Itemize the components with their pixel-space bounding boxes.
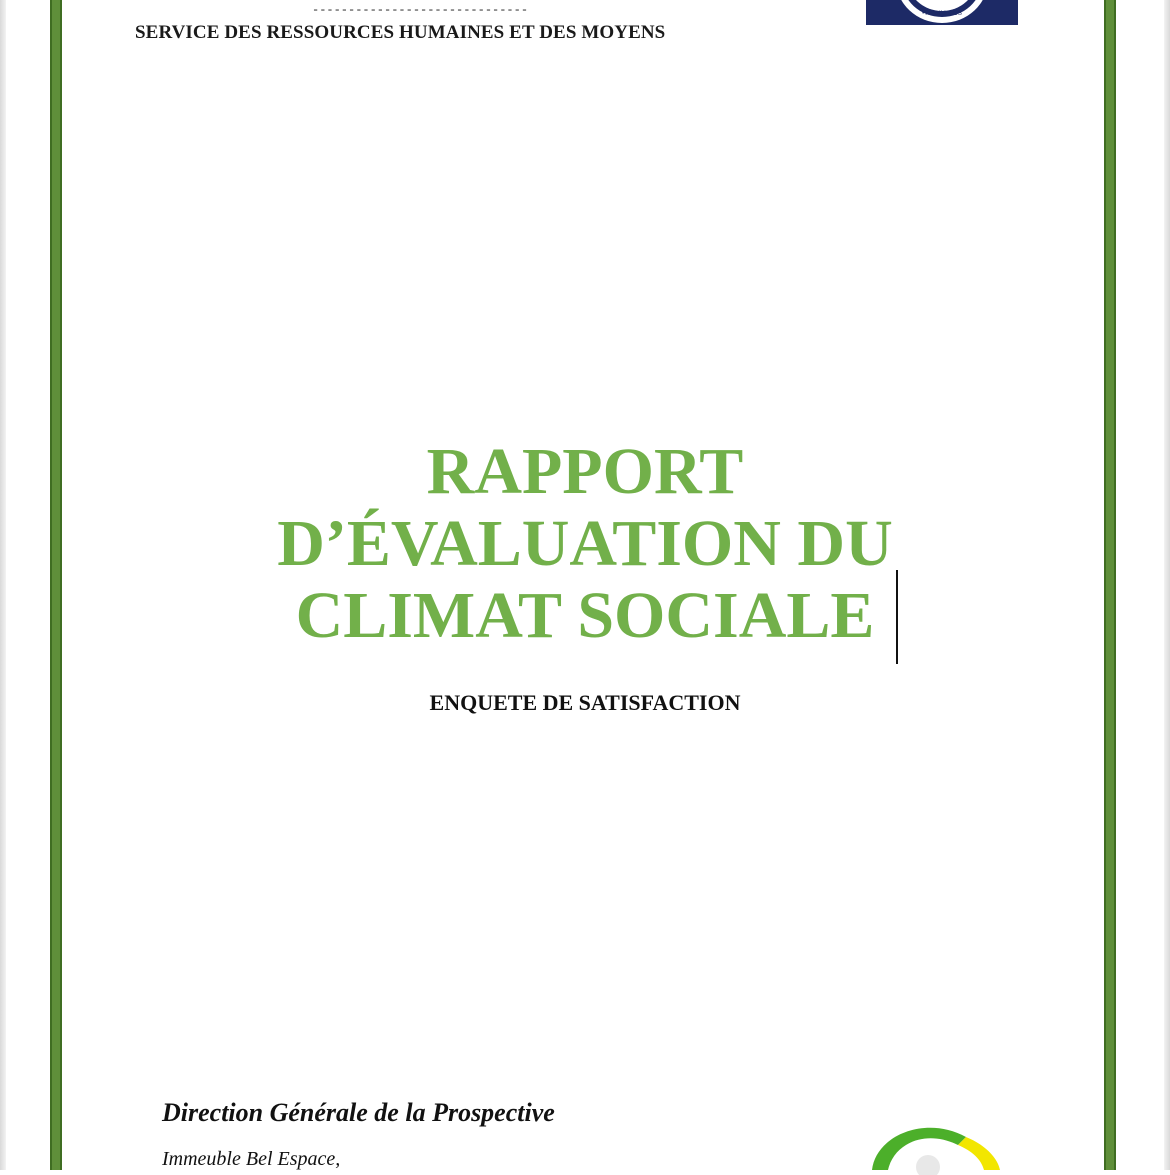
report-subtitle: ENQUETE DE SATISFACTION (429, 690, 741, 715)
page-edge-right (1164, 0, 1170, 1170)
page-edge-left (0, 0, 6, 1170)
header-service-name: SERVICE DES RESSOURCES HUMAINES ET DES MOYENS (135, 22, 666, 43)
footer-address: Immeuble Bel Espace, (162, 1148, 341, 1170)
green-yellow-swoosh-logo (866, 1115, 1036, 1170)
svg-text:•TRAVAIL•JUS: •TRAVAIL•JUS (922, 11, 962, 17)
emblem-seal-logo (866, 0, 1018, 25)
title-line-1: RAPPORT (426, 435, 744, 508)
page-border-right (1104, 0, 1116, 1170)
title-line-3: CLIMAT SOCIALE (295, 579, 875, 652)
page-border-left (50, 0, 62, 1170)
footer-direction: Direction Générale de la Prospective (162, 1098, 555, 1127)
text-cursor (896, 570, 898, 664)
title-line-2: D’ÉVALUATION DU (277, 507, 893, 580)
report-title (160, 436, 1010, 652)
header-separator: ------------------------------ (312, 3, 529, 17)
